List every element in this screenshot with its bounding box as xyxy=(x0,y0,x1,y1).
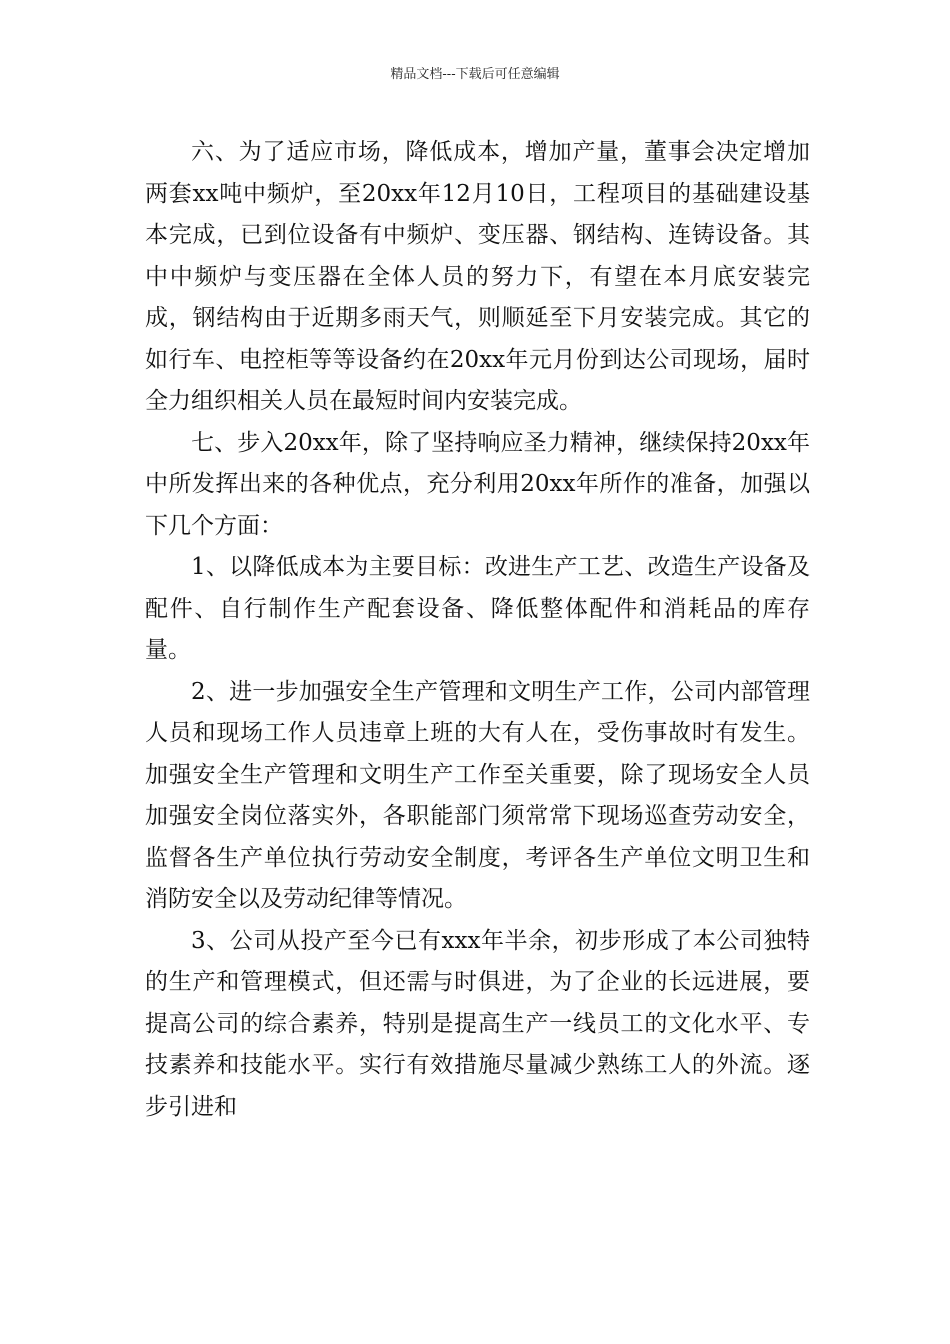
document-body xyxy=(145,132,810,1128)
paragraph-item-2: 2、进一步加强安全生产管理和文明生产工作，公司内部管理人员和现场工作人员违章上班的大有人在，受伤事故时有发生。加强安全生产管理和文明生产工作至关重要，除了现场安全人员加强安全岗位落实外，各职能部门须常常下现场巡查劳动安全，监督各生产单位执行劳动安全制度，考评各生产单位文明卫生和消防安全以及劳动纪律等情况。 xyxy=(145,678,810,912)
paragraph-section-6: 六、为了适应市场，降低成本，增加产量，董事会决定增加两套xx吨中频炉，至20xx年12月10日，工程项目的基础建设基本完成，已到位设备有中频炉、变压器、钢结构、连铸设备。其中中频炉与变压器在全体人员的努力下，有望在本月底安装完成，钢结构由于近期多雨天气，则顺延至下月安装完成。其它的如行车、电控柜等等设备约在20xx年元月份到达公司现场，届时全力组织相关人员在最短时间内安装完成。 xyxy=(145,139,810,414)
paragraph-section-7: 七、步入20xx年，除了坚持响应圣力精神，继续保持20xx年中所发挥出来的各种优点，充分利用20xx年所作的准备，加强以下几个方面： xyxy=(145,429,810,539)
paragraph-item-3: 3、公司从投产至今已有xxx年半余，初步形成了本公司独特的生产和管理模式，但还需与时俱进，为了企业的长远进展，要提高公司的综合素养，特别是提高生产一线员工的文化水平、专技素养和技能水平。实行有效措施尽量减少熟练工人的外流。逐步引进和 xyxy=(145,927,810,1120)
page-header: 精品文档---下载后可任意编辑 xyxy=(390,67,560,82)
paragraph-item-1: 1、以降低成本为主要目标：改进生产工艺、改造生产设备及配件、自行制作生产配套设备、降低整体配件和消耗品的库存量。 xyxy=(145,554,810,663)
